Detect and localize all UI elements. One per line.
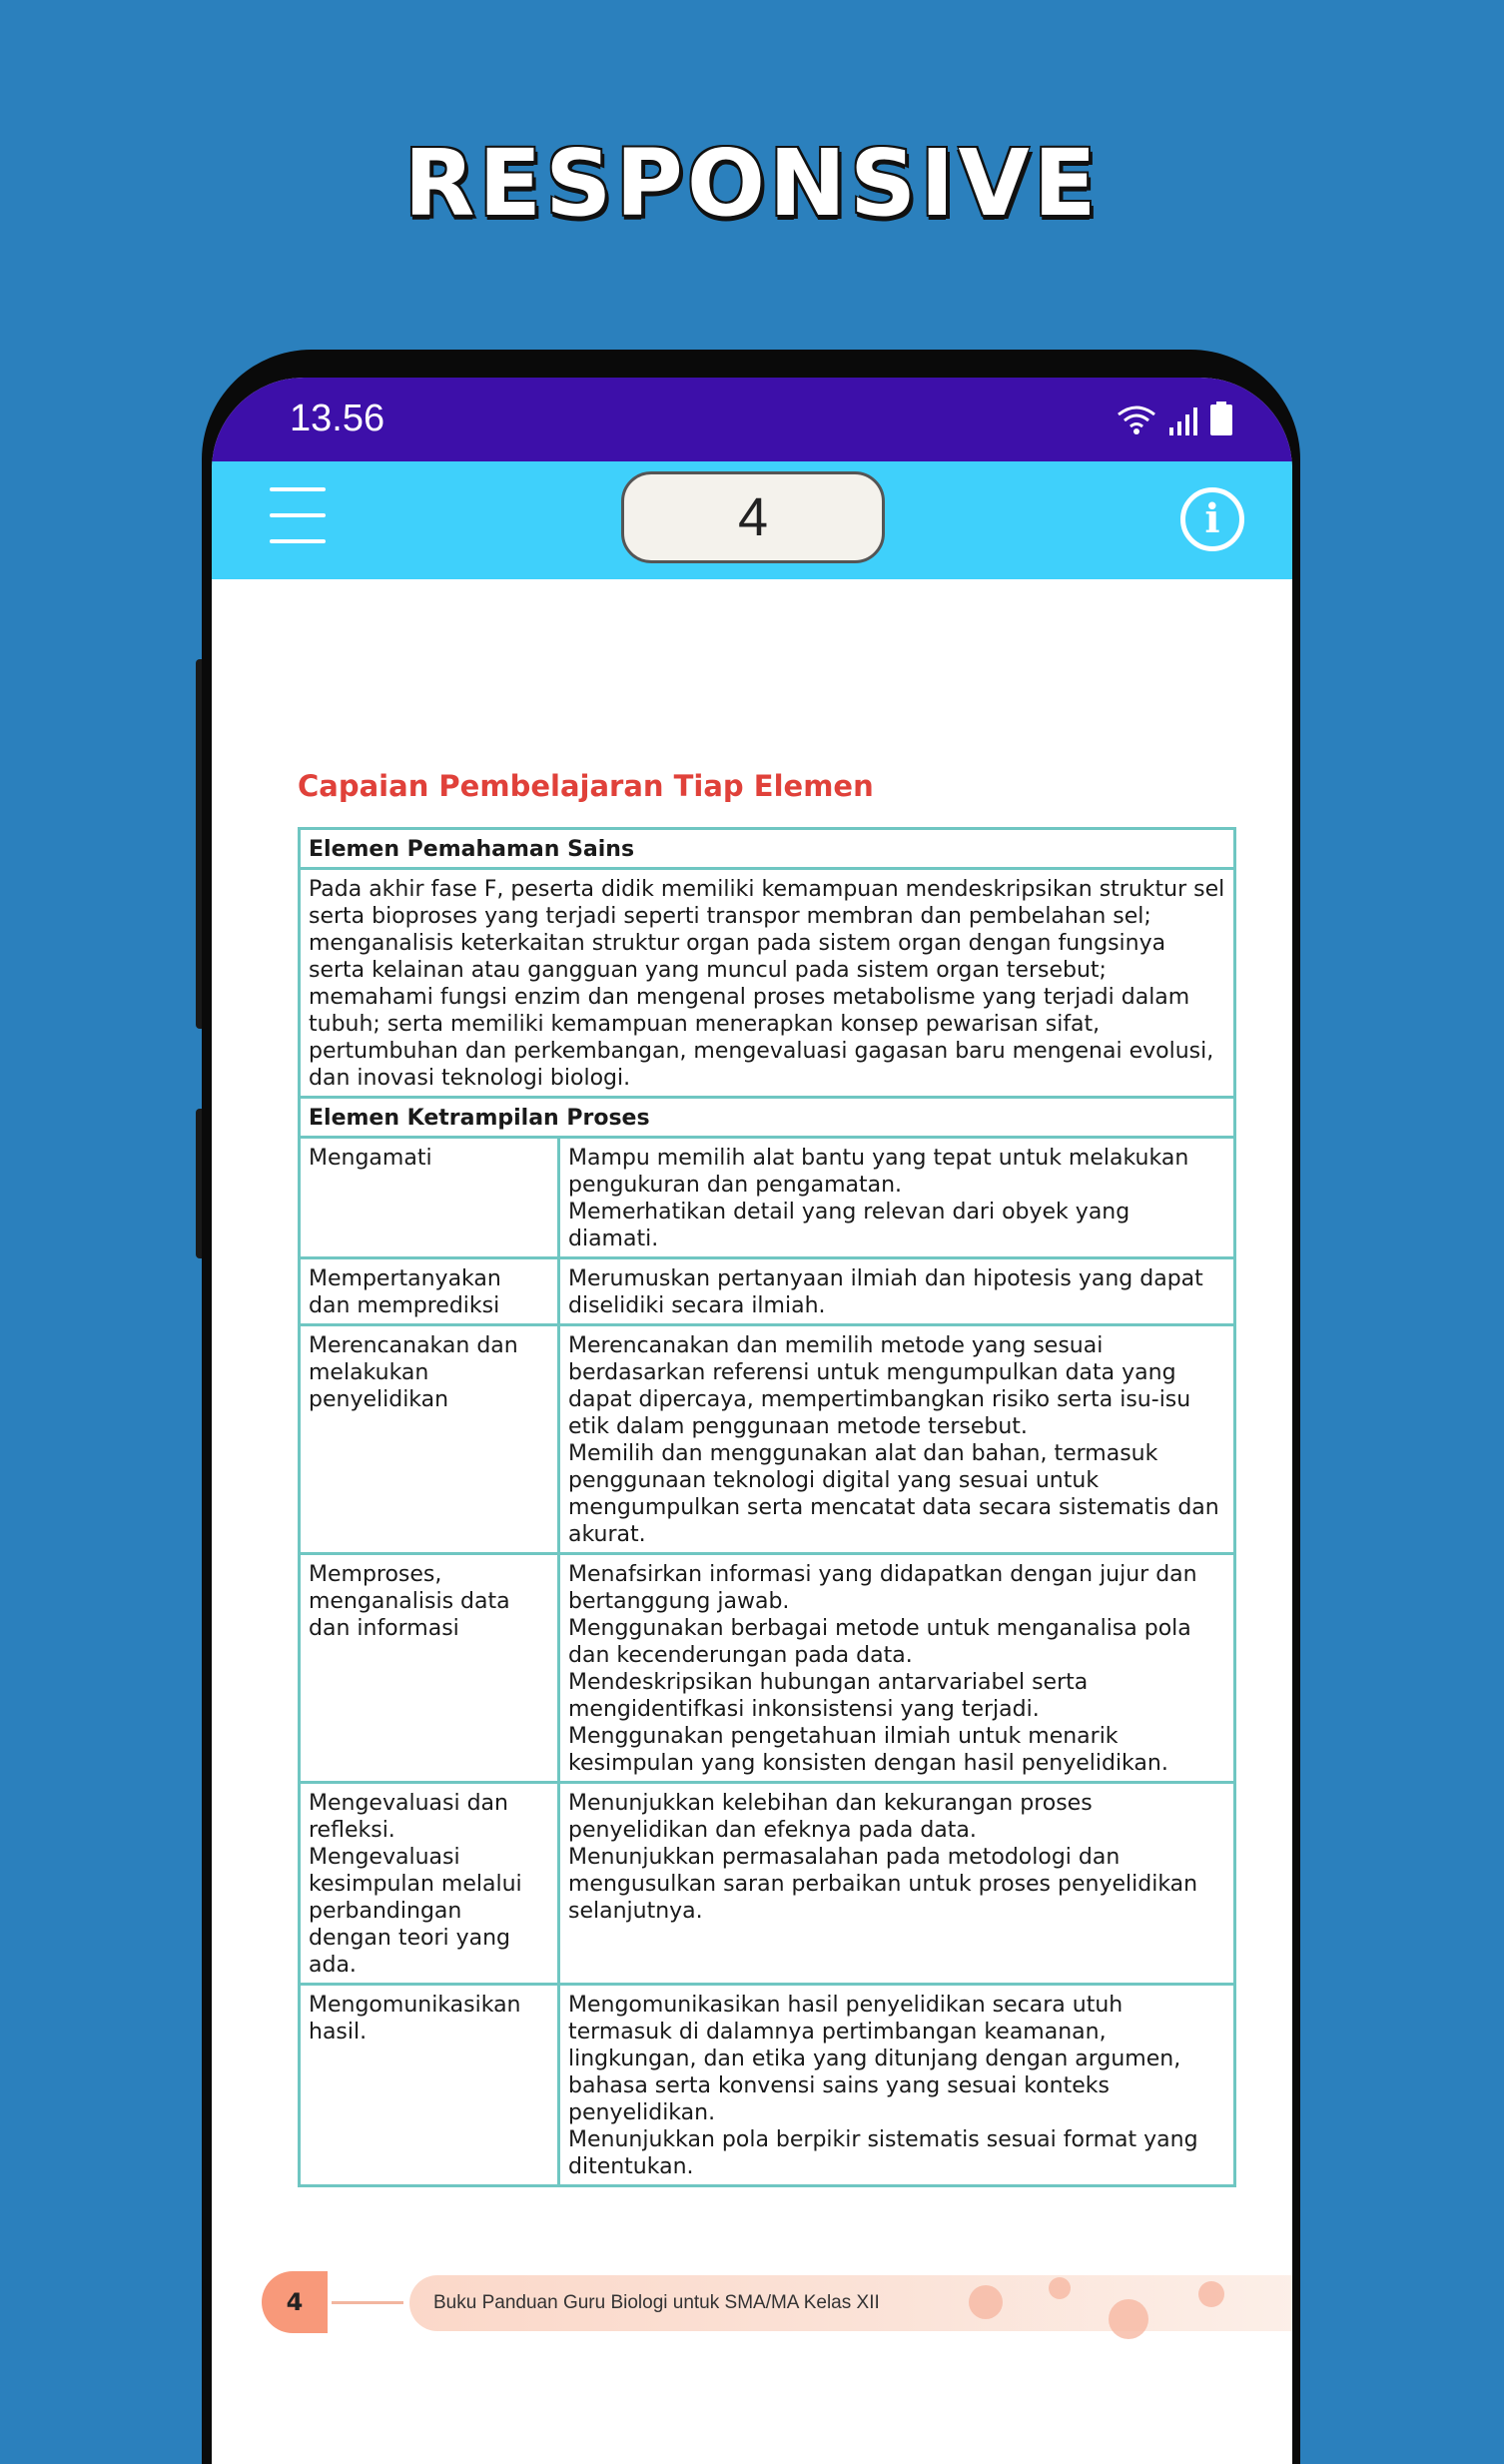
virus-decoration-icon bbox=[1198, 2281, 1224, 2307]
document-title: Capaian Pembelajaran Tiap Elemen bbox=[298, 769, 874, 803]
row-label: Memproses, menganalisis data dan informasi bbox=[300, 1554, 559, 1783]
row-label: Merencanakan dan melakukan penyelidikan bbox=[300, 1325, 559, 1554]
page-footer bbox=[262, 2271, 1292, 2333]
row-text: Merencanakan dan memilih metode yang sesuai berdasarkan referensi untuk mengumpulkan data yang dapat dipercaya, mempertimbangkan risiko serta isu-isu etik dalam penggunaan metode tersebut. Memilih dan menggunakan alat dan bahan, termasuk penggunaan teknologi digital yang sesuai untuk mengumpulkan serta mencatat data secara sistematis dan akurat. bbox=[559, 1325, 1235, 1554]
status-bar bbox=[212, 378, 1292, 461]
page-number-display[interactable]: 4 bbox=[621, 471, 885, 563]
signal-icon bbox=[1168, 406, 1198, 435]
row-label: Mengomunikasikan hasil. bbox=[300, 1985, 559, 2186]
section-header: Elemen Ketrampilan Proses bbox=[300, 1098, 1235, 1138]
battery-icon bbox=[1210, 402, 1232, 435]
table-row bbox=[300, 1138, 1235, 1258]
table-row bbox=[300, 1325, 1235, 1554]
footer-band bbox=[409, 2275, 1292, 2331]
row-label: Mengamati bbox=[300, 1138, 559, 1258]
virus-decoration-icon bbox=[1109, 2299, 1148, 2339]
wifi-icon bbox=[1117, 404, 1156, 435]
headline: RESPONSIVE bbox=[403, 130, 1101, 237]
footer-divider bbox=[332, 2301, 403, 2304]
section-body: Pada akhir fase F, peserta didik memiliki kemampuan mendeskripsikan struktur sel serta bioproses yang terjadi seperti transpor membran dan pembelahan sel; menganalisis keterkaitan struktur organ pada sistem organ dengan fungsinya serta kelainan atau gangguan yang muncul pada sistem organ tersebut; memahami fungsi enzim dan mengenal proses metabolisme yang terjadi dalam tubuh; serta memiliki kemampuan menerapkan konsep pewarisan sifat, pertumbuhan dan perkembangan, mengevaluasi gagasan baru mengenai evolusi, dan inovasi teknologi biologi. bbox=[300, 869, 1235, 1098]
toolbar bbox=[212, 461, 1292, 579]
menu-icon[interactable] bbox=[270, 487, 326, 547]
learning-outcomes-table bbox=[298, 827, 1236, 2187]
row-text: Mampu memilih alat bantu yang tepat untuk melakukan pengukuran dan pengamatan. Memerhatikan detail yang relevan dari obyek yang diamati. bbox=[559, 1138, 1235, 1258]
section-header: Elemen Pemahaman Sains bbox=[300, 829, 1235, 869]
table-row bbox=[300, 1985, 1235, 2186]
row-text: Mengomunikasikan hasil penyelidikan secara utuh termasuk di dalamnya pertimbangan keamanan, lingkungan, dan etika yang ditunjang dengan argumen, bahasa serta konvensi sains yang sesuai konteks penyelidikan. Menunjukkan pola berpikir sistematis sesuai format yang ditentukan. bbox=[559, 1985, 1235, 2186]
virus-decoration-icon bbox=[1049, 2277, 1071, 2299]
row-text: Merumuskan pertanyaan ilmiah dan hipotesis yang dapat diselidiki secara ilmiah. bbox=[559, 1258, 1235, 1325]
footer-page-number: 4 bbox=[262, 2271, 328, 2333]
status-time: 13.56 bbox=[290, 398, 385, 439]
virus-decoration-icon bbox=[969, 2285, 1003, 2319]
row-label: Mengevaluasi dan refleksi. Mengevaluasi kesimpulan melalui perbandingan dengan teori yang ada. bbox=[300, 1783, 559, 1985]
table-row bbox=[300, 1783, 1235, 1985]
info-icon[interactable]: i bbox=[1180, 487, 1244, 551]
footer-book-title: Buku Panduan Guru Biologi untuk SMA/MA Kelas XII bbox=[433, 2292, 880, 2313]
phone-screen bbox=[212, 378, 1292, 2464]
table-row bbox=[300, 1554, 1235, 1783]
row-text: Menunjukkan kelebihan dan kekurangan proses penyelidikan dan efeknya pada data. Menunjukkan permasalahan pada metodologi dan mengusulkan saran perbaikan untuk proses penyelidikan selanjutnya. bbox=[559, 1783, 1235, 1985]
row-text: Menafsirkan informasi yang didapatkan dengan jujur dan bertanggung jawab. Menggunakan berbagai metode untuk menganalisa pola dan kecenderungan pada data. Mendeskripsikan hubungan antarvariabel serta mengidentifkasi inkonsistensi yang terjadi. Menggunakan pengetahuan ilmiah untuk menarik kesimpulan yang konsisten dengan hasil penyelidikan. bbox=[559, 1554, 1235, 1783]
row-label: Mempertanyakan dan memprediksi bbox=[300, 1258, 559, 1325]
table-row bbox=[300, 1258, 1235, 1325]
status-icons bbox=[1117, 402, 1232, 435]
